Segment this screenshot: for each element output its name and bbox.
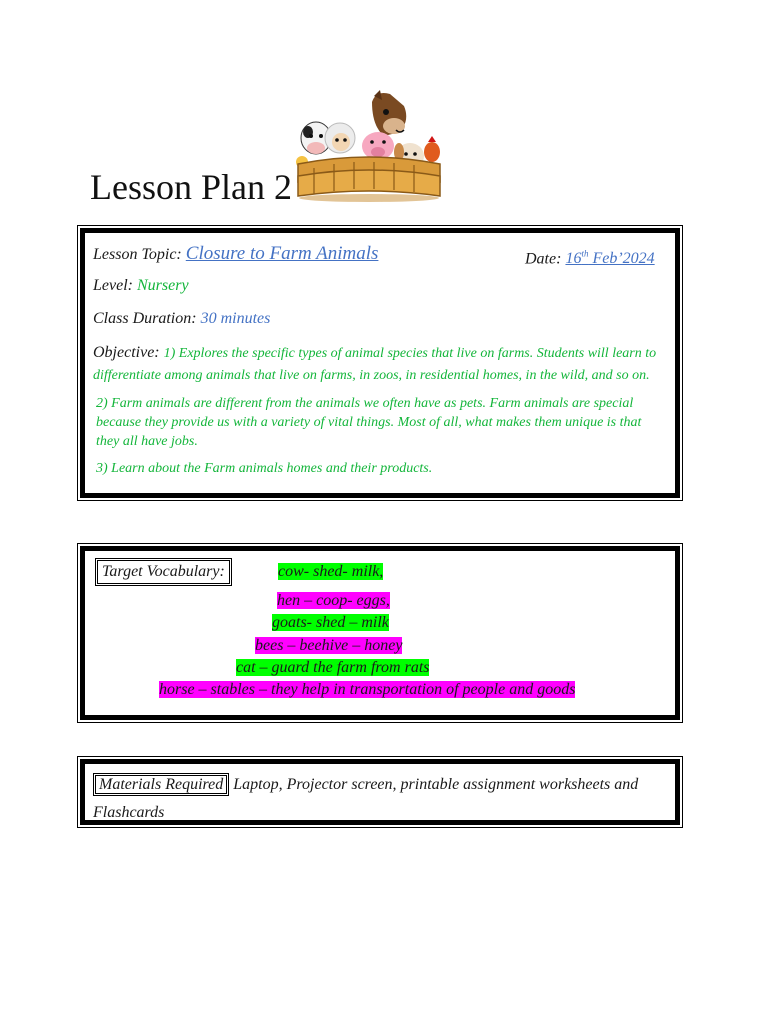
vocab-line-hen: hen – coop- eggs, xyxy=(277,592,390,609)
rooster-icon xyxy=(424,136,440,162)
vocabulary-box xyxy=(80,546,680,720)
farm-animals-illustration xyxy=(294,90,444,202)
duration-row xyxy=(93,308,667,330)
level-label: Level: xyxy=(93,277,133,294)
duration-label: Class Duration: xyxy=(93,310,197,327)
objective-1: 1) Explores the specific types of animal species that live on farms. Students will learn to differentiate among animals that live on farms, in zoos, in residential homes, in the wild, and so on. xyxy=(93,346,657,383)
objective-3: 3) Learn about the Farm animals homes and their products. xyxy=(96,461,433,476)
objective-2: 2) Farm animals are different from the animals we often have as pets. Farm animals are special because they provide us with a variety of vital things. Most of all, what makes them unique is that they all have jobs. xyxy=(96,396,642,449)
pig-icon xyxy=(362,132,394,160)
date-rest: Feb’2024 xyxy=(588,250,655,268)
date-suffix: th xyxy=(581,249,589,259)
date-day: 16 xyxy=(565,250,582,268)
horse-icon xyxy=(372,90,406,136)
lesson-topic-value: Closure to Farm Animals xyxy=(185,243,379,264)
lesson-date-value xyxy=(565,250,654,267)
level-value: Nursery xyxy=(136,277,189,294)
vocab-line-bees: bees – beehive – honey xyxy=(255,637,403,654)
vocab-line-horse: horse – stables – they help in transportation of people and goods xyxy=(159,681,576,698)
objective-row xyxy=(93,342,667,386)
level-row xyxy=(93,275,667,297)
materials-text: Laptop, Projector screen, printable assignment worksheets and Flashcards xyxy=(93,776,639,821)
vocab-line-goats: goats- shed – milk xyxy=(272,614,389,631)
vocab-line-cat: cat – guard the farm from rats xyxy=(236,659,430,676)
materials-label: Materials Required xyxy=(93,773,229,796)
materials-box xyxy=(80,759,680,825)
lesson-topic-label: Lesson Topic: xyxy=(93,246,182,263)
objective-label: Objective: xyxy=(93,344,160,361)
vocab-line-cow: cow- shed- milk, xyxy=(278,563,384,580)
materials-row xyxy=(93,771,667,827)
lesson-date-label: Date: xyxy=(525,250,562,268)
lesson-topic xyxy=(93,243,378,266)
sheep-icon xyxy=(325,123,355,153)
fence-icon xyxy=(298,157,440,202)
duration-value: 30 minutes xyxy=(200,310,271,327)
vocabulary-label: Target Vocabulary: xyxy=(95,558,232,586)
lesson-info-box xyxy=(80,228,680,498)
page-title: Lesson Plan 2 xyxy=(90,167,292,207)
lesson-date xyxy=(525,243,655,270)
